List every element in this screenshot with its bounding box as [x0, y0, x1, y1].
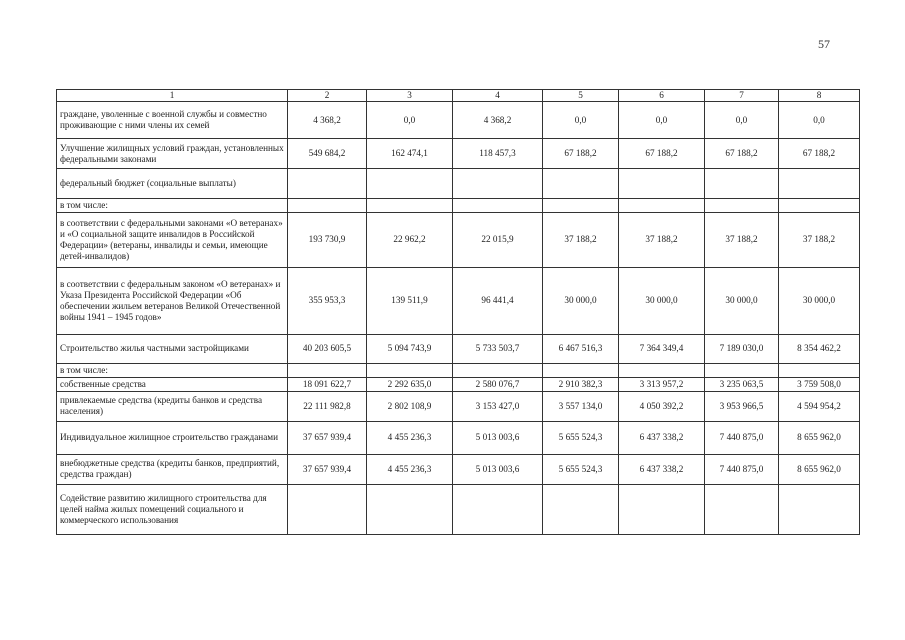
column-header: 5	[543, 90, 619, 102]
table-cell	[543, 169, 619, 199]
table-cell	[453, 169, 543, 199]
table-cell: 3 759 508,0	[779, 377, 860, 391]
table-cell: 30 000,0	[619, 267, 705, 334]
table-cell	[619, 169, 705, 199]
table-cell	[288, 484, 367, 534]
table-cell: 5 094 743,9	[367, 334, 453, 363]
column-header: 2	[288, 90, 367, 102]
table-cell: 37 188,2	[619, 212, 705, 267]
table-cell: 4 368,2	[453, 102, 543, 139]
page-number: 57	[818, 37, 830, 51]
table-cell: 3 235 063,5	[705, 377, 779, 391]
table-cell: 0,0	[543, 102, 619, 139]
table-cell: 118 457,3	[453, 139, 543, 169]
row-label: федеральный бюджет (социальные выплаты)	[57, 169, 288, 199]
row-label: Строительство жилья частными застройщиками	[57, 334, 288, 363]
table-cell	[619, 363, 705, 377]
table-cell: 0,0	[367, 102, 453, 139]
table-cell: 2 802 108,9	[367, 391, 453, 421]
table-cell: 4 455 236,3	[367, 421, 453, 454]
table-cell: 162 474,1	[367, 139, 453, 169]
table-cell: 7 440 875,0	[705, 454, 779, 484]
table-cell: 7 189 030,0	[705, 334, 779, 363]
row-label: привлекаемые средства (кредиты банков и средства населения)	[57, 391, 288, 421]
table-cell: 193 730,9	[288, 212, 367, 267]
row-label: в соответствии с федеральными законами «О ветеранах» и «О социальной защите инвалидов в Российской Федерации» (ветераны, инвалиды и семьи, имеющие детей-инвалидов)	[57, 212, 288, 267]
table-cell: 7 440 875,0	[705, 421, 779, 454]
table-cell: 37 657 939,4	[288, 454, 367, 484]
table-cell: 2 580 076,7	[453, 377, 543, 391]
table-row	[57, 102, 860, 139]
table-cell: 2 910 382,3	[543, 377, 619, 391]
table-cell: 37 188,2	[705, 212, 779, 267]
table-cell: 30 000,0	[543, 267, 619, 334]
table-cell: 2 292 635,0	[367, 377, 453, 391]
table-cell: 30 000,0	[705, 267, 779, 334]
table-cell	[779, 199, 860, 213]
table-row	[57, 421, 860, 454]
table-cell	[619, 199, 705, 213]
table-cell: 8 655 962,0	[779, 421, 860, 454]
table-cell: 8 655 962,0	[779, 454, 860, 484]
table-row	[57, 454, 860, 484]
table-cell: 3 953 966,5	[705, 391, 779, 421]
table-cell: 4 050 392,2	[619, 391, 705, 421]
table-cell	[453, 363, 543, 377]
table-row	[57, 199, 860, 213]
table-cell: 355 953,3	[288, 267, 367, 334]
table-cell	[705, 169, 779, 199]
table-cell	[543, 199, 619, 213]
row-label: Содействие развитию жилищного строительства для целей найма жилых помещений социального и коммерческого использования	[57, 484, 288, 534]
column-header: 3	[367, 90, 453, 102]
table-row	[57, 391, 860, 421]
table-cell	[705, 199, 779, 213]
table-cell	[453, 484, 543, 534]
table-cell: 3 557 134,0	[543, 391, 619, 421]
row-label: в том числе:	[57, 363, 288, 377]
row-label: Улучшение жилищных условий граждан, установленных федеральными законами	[57, 139, 288, 169]
table-cell: 22 962,2	[367, 212, 453, 267]
table-cell: 5 655 524,3	[543, 454, 619, 484]
row-label: внебюджетные средства (кредиты банков, предприятий, средства граждан)	[57, 454, 288, 484]
table-cell	[543, 363, 619, 377]
table-row	[57, 484, 860, 534]
table-cell: 96 441,4	[453, 267, 543, 334]
table-cell: 67 188,2	[543, 139, 619, 169]
column-header: 6	[619, 90, 705, 102]
table-row	[57, 212, 860, 267]
table-cell	[288, 199, 367, 213]
table-row	[57, 267, 860, 334]
table-cell	[453, 199, 543, 213]
table-cell	[779, 484, 860, 534]
table-row	[57, 139, 860, 169]
table-cell: 6 437 338,2	[619, 421, 705, 454]
table-cell: 18 091 622,7	[288, 377, 367, 391]
table-cell: 4 368,2	[288, 102, 367, 139]
table-cell	[367, 484, 453, 534]
table-cell: 3 313 957,2	[619, 377, 705, 391]
table-cell: 139 511,9	[367, 267, 453, 334]
table-cell: 67 188,2	[705, 139, 779, 169]
table-cell: 6 437 338,2	[619, 454, 705, 484]
table-cell: 5 013 003,6	[453, 454, 543, 484]
row-label: в соответствии с федеральным законом «О ветеранах» и Указа Президента Российской Федерации «Об обеспечении жильем ветеранов Великой Отечественной войны 1941 – 1945 годов»	[57, 267, 288, 334]
table-cell: 37 188,2	[779, 212, 860, 267]
table-cell: 40 203 605,5	[288, 334, 367, 363]
table-cell: 67 188,2	[619, 139, 705, 169]
table-cell: 7 364 349,4	[619, 334, 705, 363]
table-cell: 37 657 939,4	[288, 421, 367, 454]
table-row	[57, 334, 860, 363]
table-cell: 5 733 503,7	[453, 334, 543, 363]
table-cell: 22 015,9	[453, 212, 543, 267]
table-cell: 8 354 462,2	[779, 334, 860, 363]
table-cell: 5 013 003,6	[453, 421, 543, 454]
table-cell	[779, 363, 860, 377]
table-cell: 4 594 954,2	[779, 391, 860, 421]
table-cell: 549 684,2	[288, 139, 367, 169]
column-header: 7	[705, 90, 779, 102]
table-cell: 0,0	[705, 102, 779, 139]
table-cell	[288, 169, 367, 199]
table-cell: 0,0	[619, 102, 705, 139]
table-cell: 22 111 982,8	[288, 391, 367, 421]
table-cell	[367, 199, 453, 213]
table-cell: 0,0	[779, 102, 860, 139]
table-cell: 3 153 427,0	[453, 391, 543, 421]
table-cell	[367, 169, 453, 199]
column-header: 1	[57, 90, 288, 102]
table-cell	[543, 484, 619, 534]
table-cell	[288, 363, 367, 377]
row-label: Индивидуальное жилищное строительство гражданами	[57, 421, 288, 454]
table-row	[57, 169, 860, 199]
row-label: в том числе:	[57, 199, 288, 213]
row-label: собственные средства	[57, 377, 288, 391]
table-cell	[367, 363, 453, 377]
table-cell	[619, 484, 705, 534]
table-cell: 6 467 516,3	[543, 334, 619, 363]
table-cell	[705, 363, 779, 377]
row-label: граждане, уволенные с военной службы и совместно проживающие с ними члены их семей	[57, 102, 288, 139]
table-row	[57, 377, 860, 391]
table-cell: 37 188,2	[543, 212, 619, 267]
table-cell: 67 188,2	[779, 139, 860, 169]
table-row	[57, 363, 860, 377]
column-header: 4	[453, 90, 543, 102]
table-cell: 30 000,0	[779, 267, 860, 334]
budget-table	[56, 89, 860, 535]
table-cell	[779, 169, 860, 199]
table-cell: 5 655 524,3	[543, 421, 619, 454]
column-header: 8	[779, 90, 860, 102]
header-row	[57, 90, 860, 102]
table-cell: 4 455 236,3	[367, 454, 453, 484]
table-cell	[705, 484, 779, 534]
